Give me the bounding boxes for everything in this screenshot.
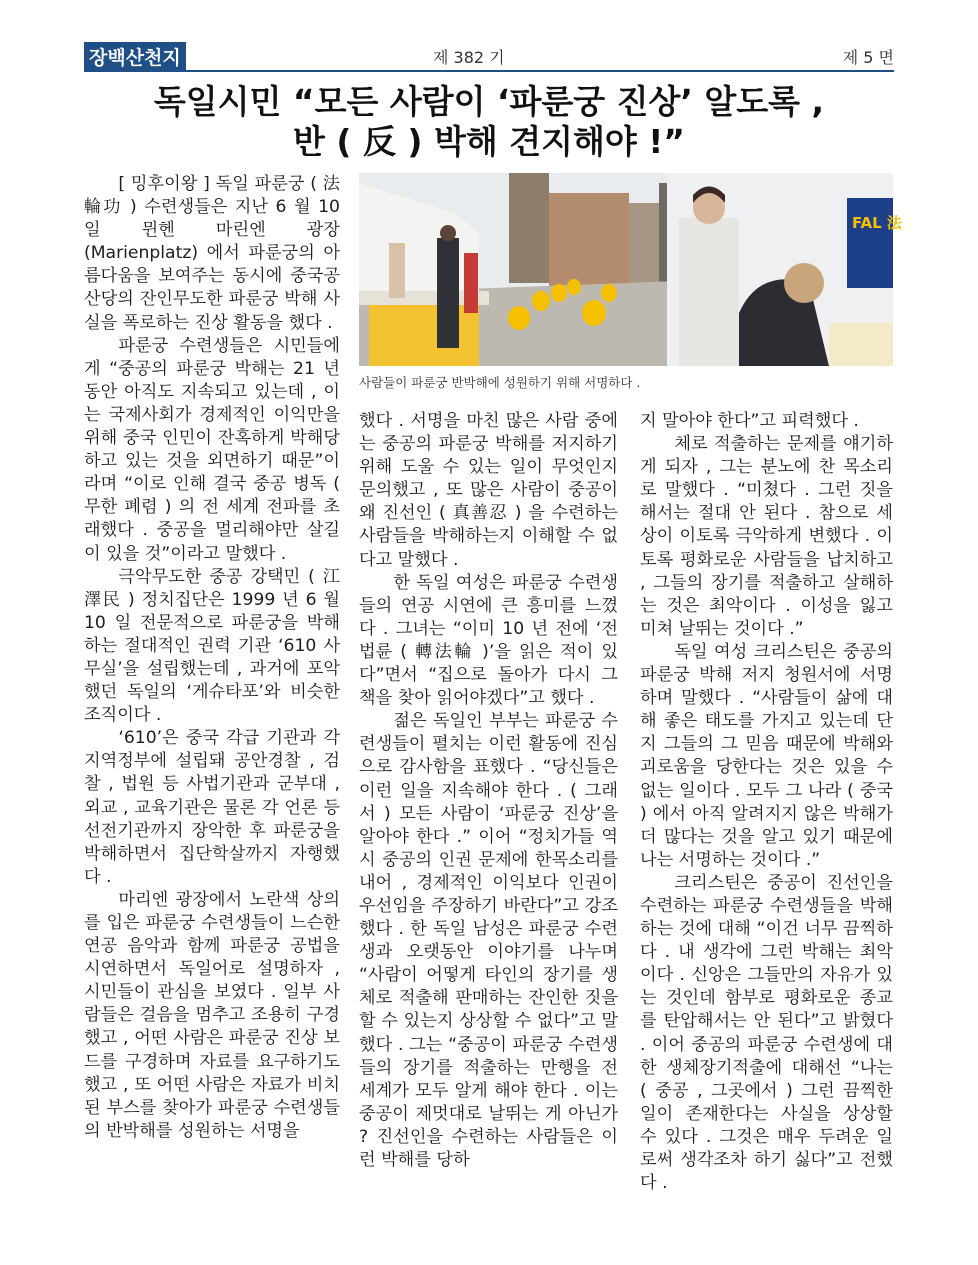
headline-line-1: 독일시민 “모든 사람이 ‘파룬궁 진상’ 알도록 , bbox=[153, 82, 825, 121]
photo-illustration bbox=[359, 173, 902, 366]
paragraph: ‘610’은 중국 각급 기관과 각 지역정부에 설립돼 공안경찰 , 검찰 , 법원 등 사법기관과 군부대 , 외교 , 교육기관은 물론 각 언론 등 선전기관까지 장악한 후 파룬궁을 박해하면서 집단학살까지 자행했다 . bbox=[84, 728, 340, 887]
paragraph: 파룬궁 수련생들은 시민들에게 “중공의 파룬궁 박해는 21 년 동안 아직도 지속되고 있는데 , 이는 국제사회가 경제적인 이익만을 위해 중국 인민이 잔혹하게 박해당하고 있는 것을 외면하기 때문”이라며 “이로 인해 결국 중공 병독 ( 무한 폐렴 ) 의 전 세계 전파를 초래했다 . 중공을 멀리해야만 살길이 있을 것”이라고 말했다 . bbox=[84, 335, 340, 564]
paragraph: 한 독일 여성은 파룬궁 수련생들의 연공 시연에 큰 흥미를 느꼈다 . 그녀는 “이미 10 년 전에 ‘전법륜 ( 轉法輪 )’을 읽은 적이 있다”면서 “집으로 돌아가 다시 그 책을 찾아 읽어야겠다”고 했다 . bbox=[359, 572, 618, 709]
publication-logo: 장백산천지 bbox=[84, 42, 186, 72]
article-photo bbox=[359, 173, 902, 366]
banner-text: FAL 法 bbox=[852, 214, 902, 232]
headline-line-2: 반 ( 反 ) 박해 견지해야 !” bbox=[293, 122, 685, 161]
page-header bbox=[84, 40, 894, 70]
issue-number: 제 382 기 bbox=[433, 48, 505, 67]
paragraph: 했다 . 서명을 마친 많은 사람 중에는 중공의 파룬궁 박해를 저지하기 위해 도울 수 있는 일이 무엇인지 문의했고 , 또 많은 사람이 중공이 왜 진선인 ( 真善忍 ) 을 수련하는 사람들을 박해하는지 이해할 수 없다고 말했다 . bbox=[359, 411, 618, 570]
photo-caption: 사람들이 파룬궁 반박해에 성원하기 위해 서명하다 . bbox=[359, 375, 641, 390]
page-number: 제 5 면 bbox=[842, 48, 894, 67]
article-column-2 bbox=[359, 410, 618, 1172]
headline bbox=[84, 82, 894, 162]
article-column-3 bbox=[640, 410, 893, 1195]
header-rule bbox=[84, 70, 894, 72]
paragraph: 마리엔 광장에서 노란색 상의를 입은 파룬궁 수련생들이 느슨한 연공 음악과 함께 파룬궁 공법을 시연하면서 독일어로 설명하자 , 시민들이 관심을 보였다 . 일부 사람들은 걸음을 멈추고 조용히 구경했고 , 어떤 사람은 파룬궁 진상 보드를 구경하며 자료를 요구하기도 했고 , 또 어떤 사람은 자료가 비치된 부스를 찾아가 파룬궁 수련생들의 반박해를 성원하는 서명을 bbox=[84, 889, 340, 1141]
paragraph: 극악무도한 중공 강택민 ( 江澤民 ) 정치집단은 1999 년 6 월 10 일 전문적으로 파룬궁을 박해하는 절대적인 권력 기관 ‘610 사무실’을 설립했는데 , 과거에 포악했던 독일의 ‘게슈타포’와 비슷한 조직이다 . bbox=[84, 566, 340, 726]
paragraph: 젊은 독일인 부부는 파룬궁 수련생들이 펼치는 이런 활동에 진심으로 감사함을 표했다 . “당신들은 이런 일을 지속해야 한다 . ( 그래서 ) 모든 사람이 ‘파룬궁 진상’을 알아야 한다 .” 이어 “정치가들 역시 중공의 인권 문제에 한목소리를 내어 , 경제적인 이익보다 인권이 우선임을 주장하기 바란다”고 강조했다 . 한 독일 남성은 파룬궁 수련생과 오랫동안 이야기를 나누며 “사람이 어떻게 타인의 장기를 생체로 적출해 판매하는 잔인한 짓을 할 수 있는지 상상할 수 없다”고 말했다 . 그는 “중공이 파룬궁 수련생들의 장기를 적출하는 만행을 전 세계가 모두 알게 해야 한다 . 이는 중공이 제멋대로 날뛰는 게 아닌가 ? 진선인을 수련하는 사람들은 이런 박해를 당하 bbox=[359, 711, 618, 1170]
paragraph: [ 밍후이왕 ] 독일 파룬궁 ( 法輪功 ) 수련생들은 지난 6 월 10 일 뮌헨 마린엔 광장 (Marienplatz) 에서 파룬궁의 아름다움을 보여주는 동시에 중국공산당의 잔인무도한 파룬궁 박해 사실을 폭로하는 진상 활동을 했다 . bbox=[84, 174, 340, 333]
paragraph: 지 말아야 한다”고 피력했다 . bbox=[640, 411, 859, 431]
paragraph: 체로 적출하는 문제를 얘기하게 되자 , 그는 분노에 찬 목소리로 말했다 . “미쳤다 . 그런 짓을 해서는 절대 안 된다 . 참으로 세상이 이토록 극악하게 변했다 . 이토록 평화로운 사람들을 납치하고 , 그들의 장기를 적출하고 살해하는 것은 최악이다 . 이성을 잃고 미쳐 날뛰는 것이다 .” bbox=[640, 434, 893, 639]
paragraph: 크리스틴은 중공이 진선인을 수련하는 파룬궁 수련생들을 박해하는 것에 대해 “이건 너무 끔찍하다 . 내 생각에 그런 박해는 최악이다 . 신앙은 그들만의 자유가 있는 것인데 함부로 평화로운 종교를 탄압해서는 안 된다”고 밝혔다 . 이어 중공의 파룬궁 수련생에 대한 생체장기적출에 대해선 “나는 ( 중공 , 그곳에서 ) 그런 끔찍한 일이 존재한다는 사실을 상상할 수 있다 . 그것은 매우 두려운 일로써 생각조차 하기 싫다”고 전했다 . bbox=[640, 872, 893, 1194]
article-column-1 bbox=[84, 173, 340, 1143]
paragraph: 독일 여성 크리스틴은 중공의 파룬궁 박해 저지 청원서에 서명하며 말했다 . “사람들이 삶에 대해 좋은 태도를 가지고 있는데 단지 그들의 그 믿음 때문에 박해와 괴로움을 당한다는 것은 있을 수 없는 일이다 . 모두 그 나라 ( 중국 ) 에서 아직 알려지지 않은 박해가 더 많다는 것을 알고 있기 때문에 나는 서명하는 것이다 .” bbox=[640, 641, 893, 870]
